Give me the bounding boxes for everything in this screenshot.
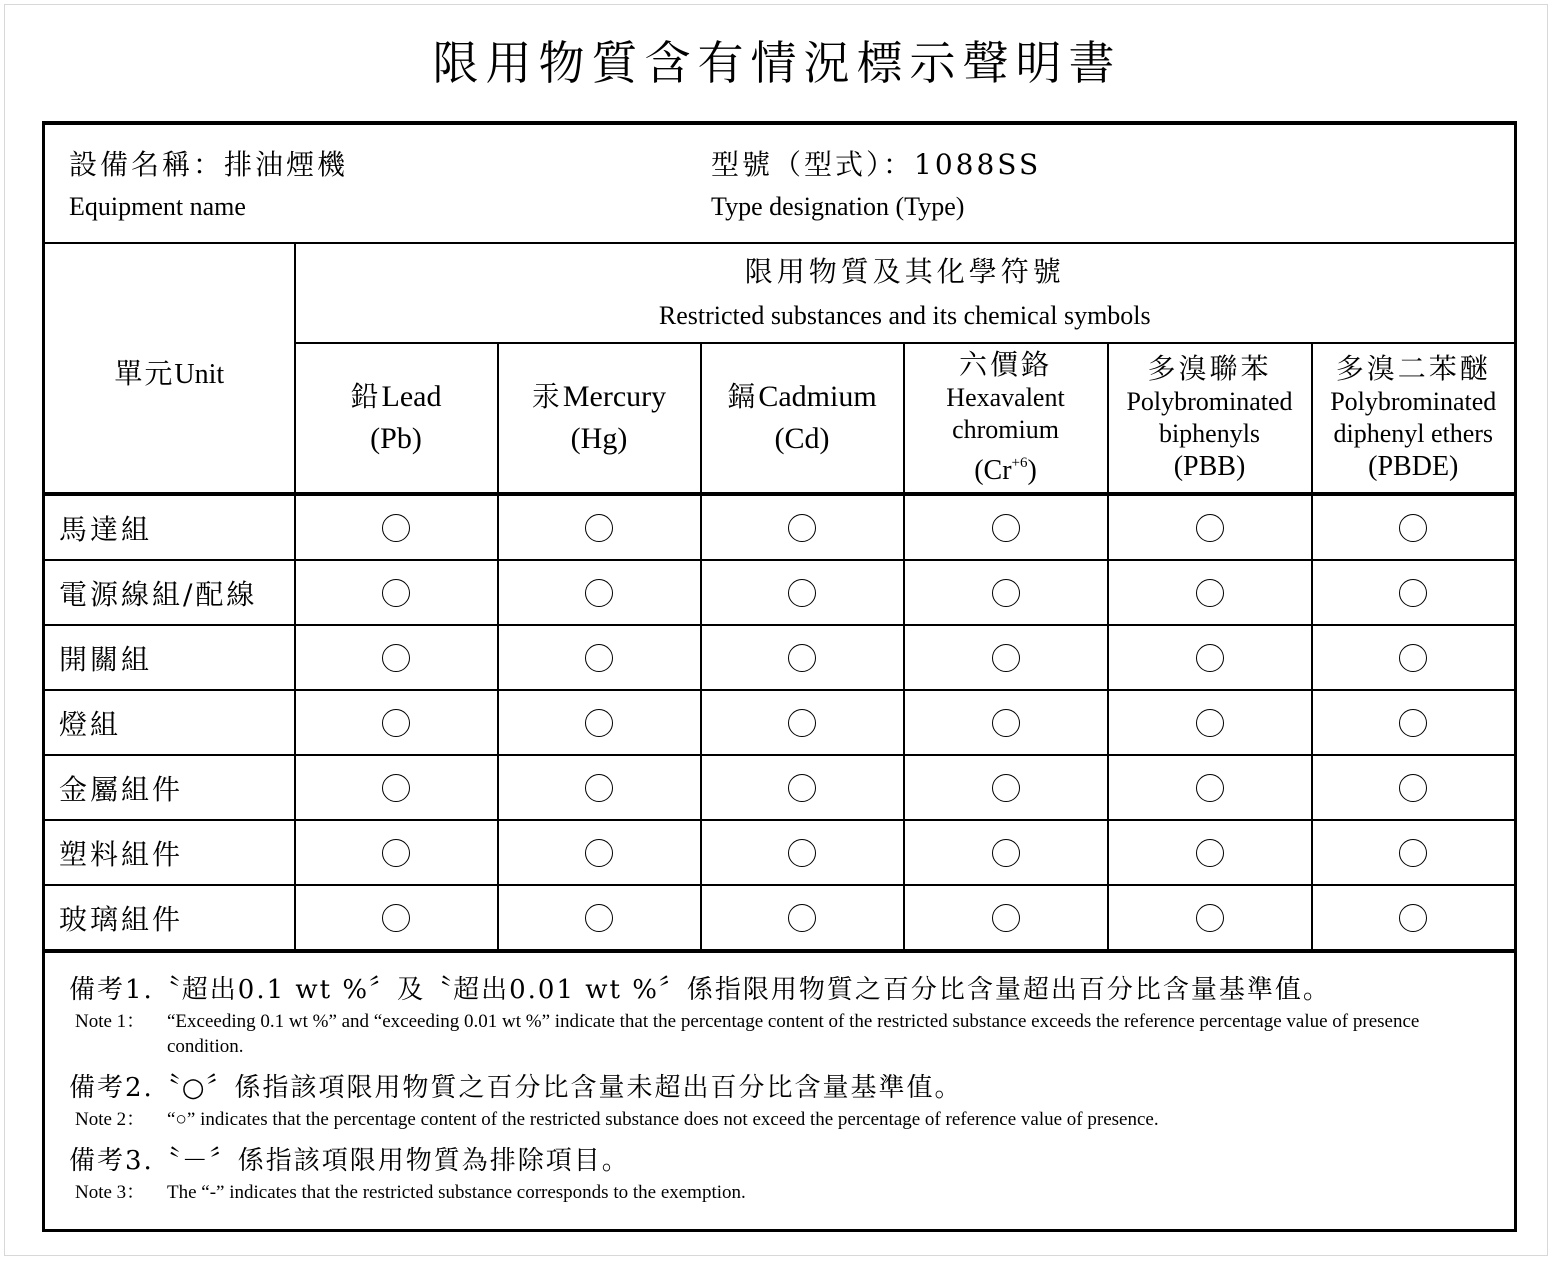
circle-mark-icon bbox=[788, 514, 816, 542]
circle-mark-icon bbox=[382, 514, 410, 542]
circle-mark-icon bbox=[382, 839, 410, 867]
substance-status-cell bbox=[904, 625, 1108, 690]
restricted-substances-en: Restricted substances and its chemical symbols bbox=[658, 301, 1151, 330]
substance-status-cell bbox=[295, 885, 498, 951]
pbb-zh: 多溴聯苯 bbox=[1147, 352, 1272, 385]
circle-mark-icon bbox=[992, 709, 1020, 737]
substance-header-cadmium bbox=[701, 343, 904, 494]
circle-mark-icon bbox=[1196, 579, 1224, 607]
substance-status-cell bbox=[1108, 755, 1312, 820]
table-row bbox=[44, 690, 1516, 755]
pbb-symbol: (PBB) bbox=[1173, 451, 1246, 482]
substance-status-cell bbox=[1108, 885, 1312, 951]
substance-header-hexavalent-chromium bbox=[904, 343, 1108, 494]
cadmium-zh: 鎘 bbox=[727, 380, 759, 413]
note-1-en: “Exceeding 0.1 wt %” and “exceeding 0.01 wt %” indicate that the percentage content of the restricted substance exceeds the reference percentage value of presence condition. bbox=[167, 1011, 1420, 1057]
circle-mark-icon bbox=[788, 774, 816, 802]
substance-status-cell bbox=[1108, 625, 1312, 690]
hexavalent-chromium-symbol bbox=[905, 446, 1107, 488]
substance-status-cell bbox=[498, 820, 701, 885]
substance-status-cell bbox=[498, 755, 701, 820]
circle-mark-icon bbox=[1196, 904, 1224, 932]
circle-mark-icon bbox=[788, 839, 816, 867]
unit-column-header bbox=[44, 243, 295, 494]
row-unit-label: 馬達組 bbox=[44, 494, 295, 560]
circle-mark-icon bbox=[585, 644, 613, 672]
substance-status-cell bbox=[904, 885, 1108, 951]
circle-mark-icon bbox=[382, 579, 410, 607]
substance-status-cell bbox=[1108, 690, 1312, 755]
pbb-en-line1: Polybrominated bbox=[1126, 387, 1293, 416]
circle-mark-icon bbox=[1196, 709, 1224, 737]
hexavalent-chromium-en-line1: Hexavalent bbox=[946, 383, 1065, 412]
substance-status-cell bbox=[295, 560, 498, 625]
substance-status-cell bbox=[701, 625, 904, 690]
lead-en: Lead bbox=[381, 380, 442, 413]
mercury-zh: 汞 bbox=[531, 380, 563, 413]
substance-status-cell bbox=[498, 560, 701, 625]
hexavalent-chromium-zh: 六價鉻 bbox=[958, 348, 1052, 381]
substance-status-cell bbox=[701, 820, 904, 885]
row-unit-label: 電源線組/配線 bbox=[44, 560, 295, 625]
table-row bbox=[44, 560, 1516, 625]
circle-mark-icon bbox=[992, 579, 1020, 607]
circle-mark-icon bbox=[1196, 839, 1224, 867]
substance-status-cell bbox=[1312, 755, 1516, 820]
substance-status-cell bbox=[904, 560, 1108, 625]
note-2-en: “○” indicates that the percentage content of the restricted substance does not exceed the percentage of reference value of presence. bbox=[167, 1109, 1159, 1130]
substance-status-cell bbox=[1108, 560, 1312, 625]
substance-status-cell bbox=[701, 690, 904, 755]
row-unit-label: 燈組 bbox=[44, 690, 295, 755]
circle-mark-icon bbox=[992, 644, 1020, 672]
circle-mark-icon bbox=[1399, 514, 1427, 542]
cr-symbol-superscript: +6 bbox=[1011, 455, 1028, 471]
substance-status-cell bbox=[498, 885, 701, 951]
circle-mark-icon bbox=[585, 514, 613, 542]
substance-status-cell bbox=[1108, 820, 1312, 885]
substance-status-cell bbox=[904, 690, 1108, 755]
pbde-en-line1: Polybrominated bbox=[1330, 387, 1497, 416]
circle-mark-icon bbox=[992, 774, 1020, 802]
substance-header-lead bbox=[295, 343, 498, 494]
note-3-label: Note 3： bbox=[75, 1182, 146, 1203]
substance-status-cell bbox=[295, 625, 498, 690]
type-designation-en: Type designation (Type) bbox=[711, 192, 965, 221]
note-2-en-block bbox=[69, 1107, 1490, 1132]
cr-symbol-end: ) bbox=[1027, 455, 1037, 486]
restricted-substances-zh: 限用物質及其化學符號 bbox=[744, 255, 1065, 288]
note-3-en: The “-” indicates that the restricted substance corresponds to the exemption. bbox=[167, 1182, 746, 1203]
substance-status-cell bbox=[295, 755, 498, 820]
equipment-name-en: Equipment name bbox=[69, 192, 246, 221]
circle-mark-icon bbox=[788, 579, 816, 607]
restricted-substances-header bbox=[295, 243, 1516, 343]
table-row bbox=[44, 885, 1516, 951]
note-1-en-block bbox=[69, 1009, 1490, 1059]
circle-mark-icon bbox=[382, 644, 410, 672]
substance-status-cell bbox=[701, 560, 904, 625]
substance-status-cell bbox=[295, 820, 498, 885]
substance-status-cell bbox=[904, 494, 1108, 560]
substance-status-cell bbox=[904, 820, 1108, 885]
circle-mark-icon bbox=[992, 514, 1020, 542]
circle-mark-icon bbox=[1399, 839, 1427, 867]
circle-mark-icon bbox=[585, 904, 613, 932]
substance-status-cell bbox=[701, 885, 904, 951]
lead-symbol: (Pb) bbox=[370, 422, 422, 455]
mercury-en: Mercury bbox=[562, 380, 667, 413]
type-designation-block bbox=[711, 145, 1041, 225]
substance-header-pbde bbox=[1312, 343, 1516, 494]
circle-mark-icon bbox=[992, 839, 1020, 867]
note-2-label: Note 2： bbox=[75, 1109, 146, 1130]
substance-status-cell bbox=[701, 494, 904, 560]
table-row bbox=[44, 820, 1516, 885]
cadmium-en: Cadmium bbox=[758, 380, 877, 413]
row-unit-label: 開關組 bbox=[44, 625, 295, 690]
substance-status-cell bbox=[701, 755, 904, 820]
substance-status-cell bbox=[1312, 560, 1516, 625]
row-unit-label: 塑料組件 bbox=[44, 820, 295, 885]
substance-status-cell bbox=[498, 690, 701, 755]
cr-symbol-base: (Cr bbox=[974, 455, 1012, 486]
circle-mark-icon bbox=[788, 644, 816, 672]
circle-mark-icon bbox=[1399, 904, 1427, 932]
unit-header-zh: 單元 bbox=[114, 357, 175, 390]
pbb-en-line2: biphenyls bbox=[1158, 419, 1261, 448]
substance-status-cell bbox=[498, 625, 701, 690]
note-2-zh: 備考2.〝○〞係指該項限用物質之百分比含量未超出百分比含量基準值。 bbox=[69, 1073, 963, 1103]
equipment-info-cell bbox=[44, 123, 1516, 243]
circle-mark-icon bbox=[1399, 644, 1427, 672]
substance-header-mercury bbox=[498, 343, 701, 494]
pbde-en-line2: diphenyl ethers bbox=[1333, 419, 1494, 448]
lead-zh: 鉛 bbox=[350, 380, 382, 413]
note-1-zh: 備考1.〝超出0.1 wt %〞及〝超出0.01 wt %〞係指限用物質之百分比含量超出百分比含量基準值。 bbox=[69, 975, 1331, 1005]
equipment-name-block bbox=[69, 145, 348, 225]
circle-mark-icon bbox=[1399, 579, 1427, 607]
circle-mark-icon bbox=[382, 709, 410, 737]
circle-mark-icon bbox=[382, 774, 410, 802]
substance-status-cell bbox=[295, 494, 498, 560]
cadmium-symbol: (Cd) bbox=[774, 422, 830, 455]
circle-mark-icon bbox=[1399, 709, 1427, 737]
row-unit-label: 玻璃組件 bbox=[44, 885, 295, 951]
circle-mark-icon bbox=[1196, 514, 1224, 542]
circle-mark-icon bbox=[585, 709, 613, 737]
circle-mark-icon bbox=[992, 904, 1020, 932]
pbde-symbol: (PBDE) bbox=[1368, 451, 1459, 482]
note-3-en-block bbox=[69, 1180, 1490, 1205]
hexavalent-chromium-en-line2: chromium bbox=[952, 415, 1059, 444]
substance-status-cell bbox=[295, 690, 498, 755]
data-rows bbox=[44, 494, 1516, 951]
substance-status-cell bbox=[498, 494, 701, 560]
circle-mark-icon bbox=[585, 839, 613, 867]
circle-mark-icon bbox=[1196, 644, 1224, 672]
page-title: 限用物質含有情況標示聲明書 bbox=[432, 36, 1122, 90]
notes-cell bbox=[44, 951, 1516, 1231]
type-designation-zh: 型號（型式）：1088SS bbox=[711, 148, 1042, 181]
equipment-name-zh: 設備名稱：排油煙機 bbox=[69, 148, 349, 181]
substance-status-cell bbox=[1312, 690, 1516, 755]
note-1-label: Note 1： bbox=[75, 1011, 146, 1032]
table-row bbox=[44, 494, 1516, 560]
mercury-symbol: (Hg) bbox=[570, 422, 628, 455]
substance-status-cell bbox=[1312, 625, 1516, 690]
circle-mark-icon bbox=[585, 774, 613, 802]
circle-mark-icon bbox=[1196, 774, 1224, 802]
circle-mark-icon bbox=[382, 904, 410, 932]
rohs-declaration-table bbox=[42, 121, 1517, 1232]
circle-mark-icon bbox=[788, 904, 816, 932]
pbde-zh: 多溴二苯醚 bbox=[1335, 352, 1491, 385]
substance-status-cell bbox=[1108, 494, 1312, 560]
circle-mark-icon bbox=[788, 709, 816, 737]
note-3-zh: 備考3.〝－〞係指該項限用物質為排除項目。 bbox=[69, 1146, 630, 1176]
circle-mark-icon bbox=[585, 579, 613, 607]
circle-mark-icon bbox=[1399, 774, 1427, 802]
substance-status-cell bbox=[1312, 885, 1516, 951]
table-row bbox=[44, 625, 1516, 690]
table-row bbox=[44, 755, 1516, 820]
substance-status-cell bbox=[904, 755, 1108, 820]
substance-status-cell bbox=[1312, 494, 1516, 560]
unit-header-en: Unit bbox=[174, 359, 225, 390]
substance-header-pbb bbox=[1108, 343, 1312, 494]
row-unit-label: 金屬組件 bbox=[44, 755, 295, 820]
substance-status-cell bbox=[1312, 820, 1516, 885]
